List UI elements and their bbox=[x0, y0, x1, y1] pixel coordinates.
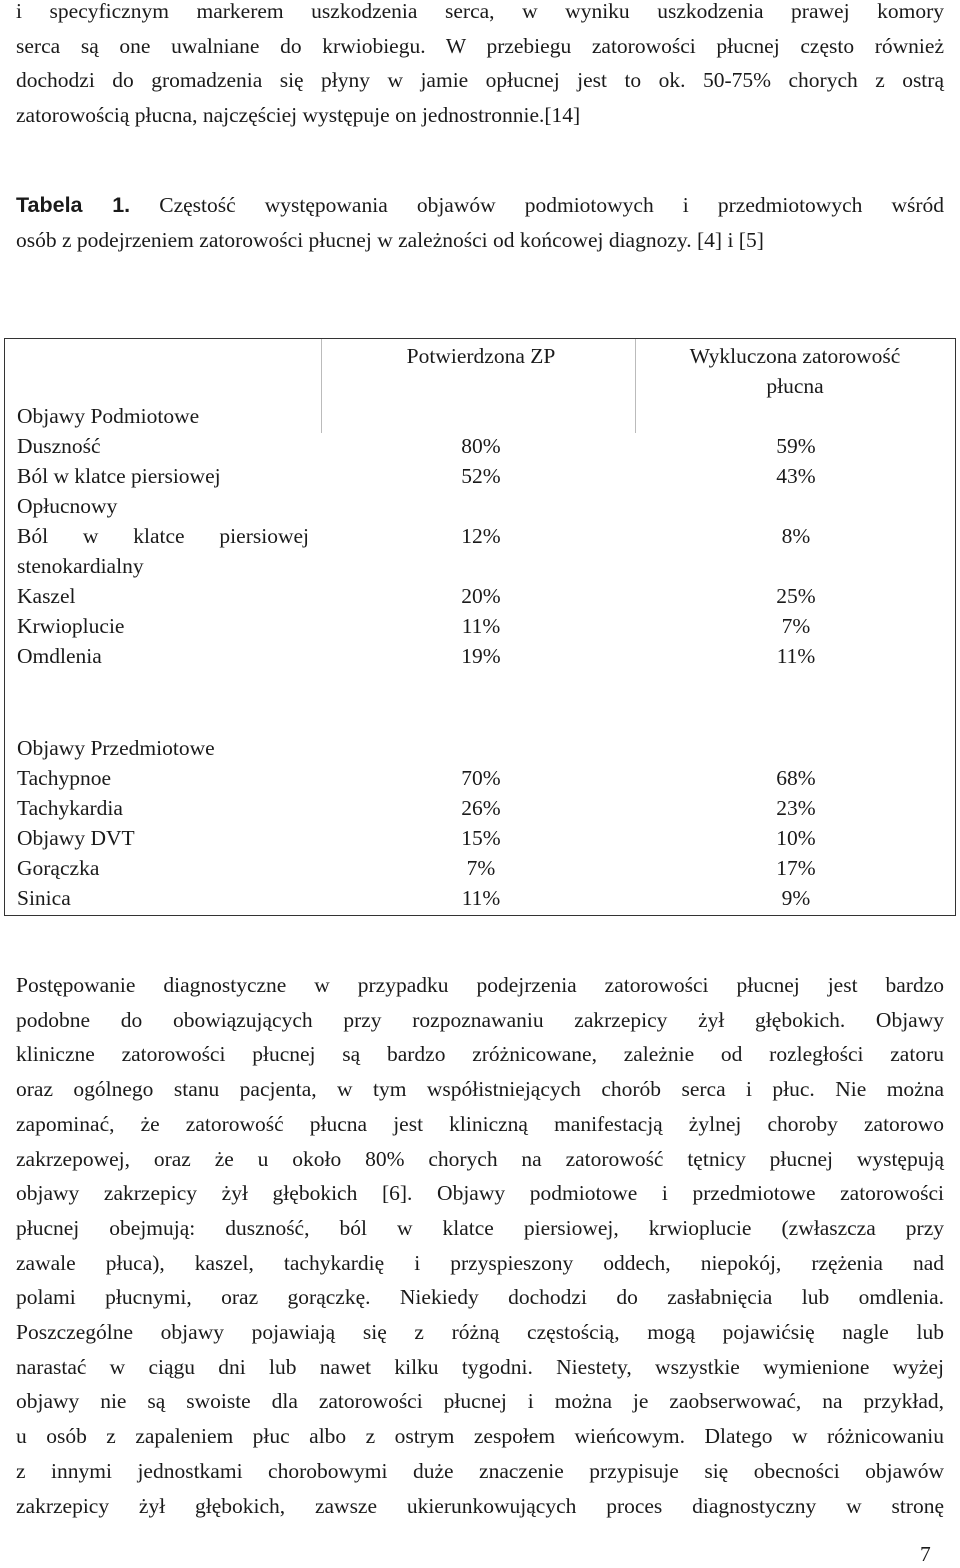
value-confirmed: 52% bbox=[461, 464, 501, 488]
row-label: Gorączka bbox=[17, 856, 100, 880]
page-number: 7 bbox=[920, 1542, 931, 1566]
intro-line: dochodzi do gromadzenia się płyny w jamie opłucnej jest to ok. 50-75% chorych z ostrą bbox=[16, 68, 944, 93]
value-confirmed: 11% bbox=[461, 886, 501, 910]
body-line: zawale płuca), kaszel, tachykardię i przyspieszony oddech, niepokój, rzężenia nad bbox=[16, 1250, 944, 1275]
row-label: Tachypnoe bbox=[17, 766, 112, 790]
body-line: zakrzepowej, oraz że u około 80% chorych na zatorowość tętnicy płucnej występują bbox=[16, 1146, 944, 1171]
row-label: Objawy DVT bbox=[17, 826, 135, 850]
body-line: oraz ogólnego stanu pacjenta, w tym współistniejących chorób serca i płuc. Nie można bbox=[16, 1077, 944, 1102]
value-confirmed: 20% bbox=[461, 584, 501, 608]
value-confirmed: 80% bbox=[461, 434, 501, 458]
column-header-confirmed: Potwierdzona ZP bbox=[406, 344, 556, 368]
body-line: polami płucnymi, oraz gorączkę. Niekiedy dochodzi do zasłabnięcia lub omdlenia. bbox=[16, 1285, 944, 1310]
value-excluded: 17% bbox=[776, 856, 816, 880]
value-confirmed: 7% bbox=[466, 856, 496, 880]
value-excluded: 7% bbox=[781, 614, 811, 638]
body-line: płucnej obejmują: duszność, ból w klatce piersiowej, krwioplucie (zwłaszcza przy bbox=[16, 1215, 944, 1240]
body-line: z innymi jednostkami chorobowymi duże znaczenie przypisuje się obecności objawów bbox=[16, 1458, 944, 1483]
intro-paragraph bbox=[16, 0, 944, 133]
value-excluded: 23% bbox=[776, 796, 816, 820]
value-excluded: 43% bbox=[776, 464, 816, 488]
value-excluded: 11% bbox=[776, 644, 816, 668]
caption-label: Tabela 1. bbox=[16, 193, 131, 217]
value-excluded: 68% bbox=[776, 766, 816, 790]
value-confirmed: 19% bbox=[461, 644, 501, 668]
body-line: objawy nie są swoiste dla zatorowości płucnej i można je zaobserwować, na przykład, bbox=[16, 1389, 944, 1414]
value-excluded: 9% bbox=[781, 886, 811, 910]
body-line: Postępowanie diagnostyczne w przypadku podejrzenia zatorowości płucnej jest bardzo bbox=[16, 973, 944, 997]
row-label: Opłucnowy bbox=[17, 494, 118, 518]
section-header-objective: Objawy Przedmiotowe bbox=[17, 736, 215, 760]
intro-line: i specyficznym markerem uszkodzenia serca, w wyniku uszkodzenia prawej komory bbox=[16, 0, 944, 23]
value-confirmed: 11% bbox=[461, 614, 501, 638]
body-line: narastać w ciągu dni lub nawet kilku tygodni. Niestety, wszystkie wymienione wyżej bbox=[16, 1354, 944, 1379]
value-confirmed: 12% bbox=[461, 524, 501, 548]
body-line: Poszczególne objawy pojawiają się z różną częstością, mogą pojawićsię nagle lub bbox=[16, 1320, 944, 1345]
row-label: Tachykardia bbox=[17, 796, 123, 820]
row-label: Kaszel bbox=[17, 584, 76, 608]
body-line: kliniczne zatorowości płucnej są bardzo zróżnicowane, zależnie od rozległości zatoru bbox=[16, 1042, 944, 1067]
caption-text-line2: osób z podejrzeniem zatorowości płucnej w zależności od końcowej diagnozy. [4] i [5] bbox=[16, 227, 764, 252]
row-label: Ból w klatce piersiowej bbox=[17, 464, 221, 488]
body-line: objawy zakrzepicy żył głębokich [6]. Objawy podmiotowe i przedmiotowe zatorowości bbox=[16, 1181, 944, 1206]
value-excluded: 10% bbox=[776, 826, 816, 850]
value-excluded: 8% bbox=[781, 524, 811, 548]
row-label: Ból w klatce piersiowej bbox=[17, 524, 309, 548]
value-excluded: 59% bbox=[776, 434, 816, 458]
intro-line: serca są one uwalniane do krwiobiegu. W przebiegu zatorowości płucnej często również bbox=[16, 33, 944, 58]
column-divider bbox=[321, 339, 322, 433]
table-caption bbox=[16, 188, 944, 257]
value-confirmed: 70% bbox=[461, 766, 501, 790]
intro-line: zatorowością płucna, najczęściej występuje on jednostronnie.[14] bbox=[16, 103, 581, 128]
body-paragraph bbox=[16, 968, 944, 1523]
value-confirmed: 26% bbox=[461, 796, 501, 820]
symptoms-table bbox=[4, 338, 956, 916]
row-label: Omdlenia bbox=[17, 644, 102, 668]
value-confirmed: 15% bbox=[461, 826, 501, 850]
column-header-excluded: Wykluczona zatorowość płucna bbox=[689, 344, 901, 398]
row-label: Duszność bbox=[17, 434, 101, 458]
body-line: zapominać, że zatorowość płucna jest kliniczną manifestacją żylnej choroby zatorowo bbox=[16, 1111, 944, 1136]
section-header-subjective: Objawy Podmiotowe bbox=[17, 404, 200, 428]
caption-text: Częstość występowania objawów podmiotowych i przedmiotowych wśród bbox=[130, 193, 944, 217]
body-line: u osób z zapaleniem płuc albo z ostrym zespołem wieńcowym. Dlatego w różnicowaniu bbox=[16, 1424, 944, 1449]
row-label: stenokardialny bbox=[17, 554, 144, 578]
value-excluded: 25% bbox=[776, 584, 816, 608]
row-label: Krwioplucie bbox=[17, 614, 125, 638]
row-label: Sinica bbox=[17, 886, 71, 910]
body-line: zakrzepicy żył głębokich, zawsze ukierunkowujących proces diagnostyczny w stronę bbox=[16, 1493, 944, 1518]
body-line: podobne do obowiązujących przy rozpoznawaniu zakrzepicy żył głębokich. Objawy bbox=[16, 1007, 944, 1032]
